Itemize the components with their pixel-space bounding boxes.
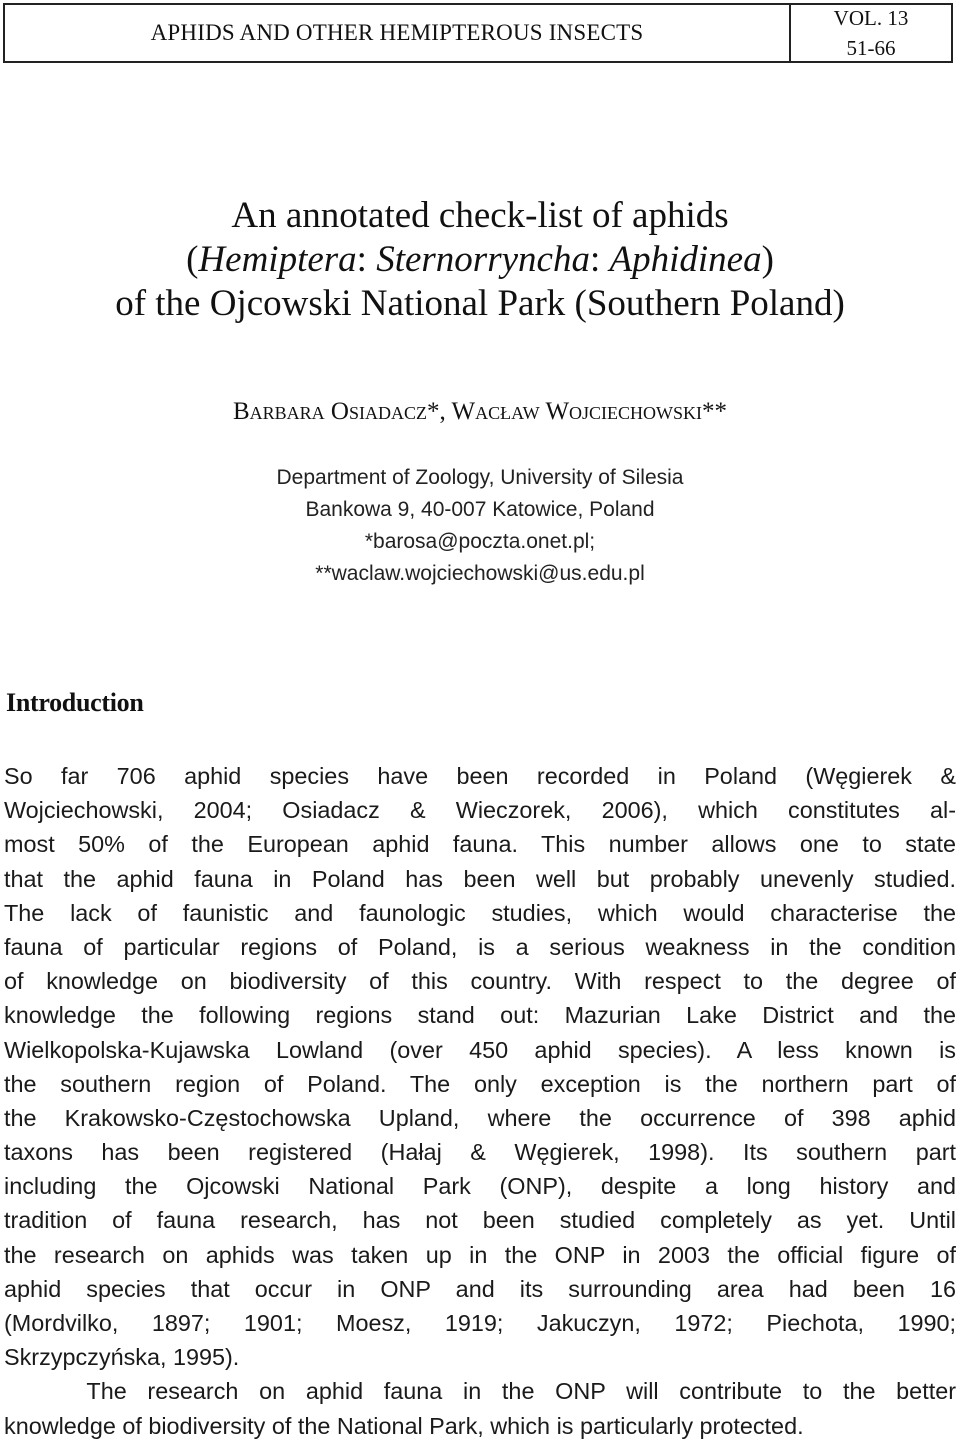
body-line: fauna of particular regions of Poland, is a serious weakness in the condition — [4, 933, 956, 960]
body-line: the southern region of Poland. The only exception is the northern part of — [4, 1070, 956, 1097]
department: Department of Zoology, University of Silesia — [276, 466, 684, 489]
title-line-3: of the Ojcowski National Park (Southern Poland) — [115, 283, 845, 324]
body-line: knowledge of biodiversity of the National Park, which is particularly protected. — [4, 1412, 804, 1439]
introduction-body — [4, 759, 956, 1443]
volume-box — [789, 5, 951, 61]
body-line: knowledge the following regions stand out: Mazurian Lake District and the — [4, 1002, 956, 1029]
body-line: Skrzypczyńska, 1995). — [4, 1344, 240, 1371]
body-line: The lack of faunistic and faunologic studies, which would characterise the — [4, 899, 956, 926]
volume-number: VOL. 13 — [833, 6, 909, 30]
body-line: that the aphid fauna in Poland has been well but probably unevenly studied. — [4, 865, 956, 892]
paper-title — [0, 194, 960, 326]
email-2: **waclaw.wojciechowski@us.edu.pl — [315, 562, 645, 585]
body-line: aphid species that occur in ONP and its surrounding area had been 16 — [4, 1275, 956, 1302]
address: Bankowa 9, 40-007 Katowice, Poland — [305, 498, 655, 521]
title-line-1: An annotated check-list of aphids — [231, 195, 729, 236]
body-line: the Krakowsko-Częstochowska Upland, where the occurrence of 398 aphid — [4, 1104, 956, 1131]
body-line: tradition of fauna research, has not been studied completely as yet. Until — [4, 1207, 956, 1234]
body-line: So far 706 aphid species have been recorded in Poland (Węgierek & — [4, 763, 956, 789]
body-line: including the Ojcowski National Park (ONP), despite a long history and — [4, 1173, 956, 1200]
journal-title: APHIDS AND OTHER HEMIPTEROUS INSECTS — [150, 20, 644, 45]
journal-header — [3, 3, 953, 63]
section-heading-introduction: Introduction — [6, 688, 144, 717]
body-line: The research on aphid fauna in the ONP will contribute to the better — [4, 1378, 956, 1405]
email-1: *barosa@poczta.onet.pl; — [364, 530, 596, 553]
body-line: (Mordvilko, 1897; 1901; Moesz, 1919; Jakuczyn, 1972; Piechota, 1990; — [4, 1310, 956, 1336]
body-line: the research on aphids was taken up in the ONP in 2003 the official figure of — [4, 1241, 956, 1268]
body-line: Wojciechowski, 2004; Osiadacz & Wieczorek, 2006), which constitutes al- — [4, 797, 956, 824]
body-line: most 50% of the European aphid fauna. This number allows one to state — [4, 831, 956, 858]
page-range: 51-66 — [846, 36, 896, 60]
author-list: Barbara Osiadacz*, Wacław Wojciechowski** — [232, 398, 728, 425]
body-line: taxons has been registered (Hałaj & Węgierek, 1998). Its southern part — [4, 1139, 956, 1166]
title-line-2: (Hemiptera: Sternorryncha: Aphidinea) — [186, 239, 774, 280]
affiliation — [0, 462, 960, 590]
body-line: of knowledge on biodiversity of this country. With respect to the degree of — [4, 968, 956, 995]
body-line: Wielkopolska-Kujawska Lowland (over 450 aphid species). A less known is — [4, 1036, 956, 1063]
